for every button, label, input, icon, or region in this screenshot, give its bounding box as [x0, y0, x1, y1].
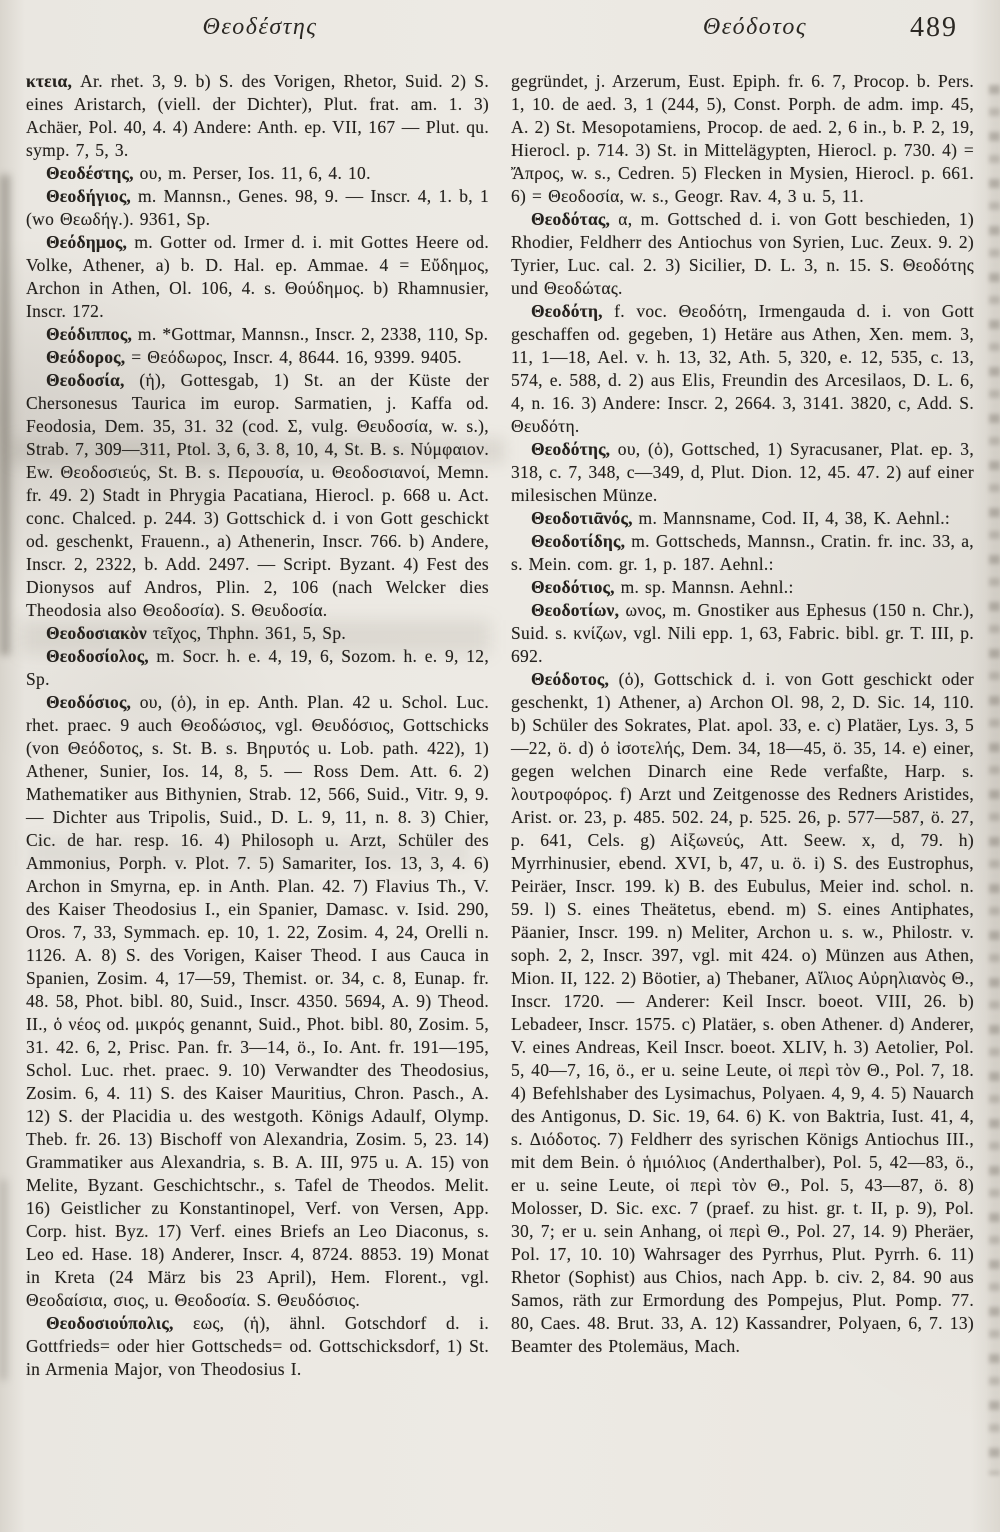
scan-smudge-left-edge-lower: [0, 1180, 7, 1380]
entry-text: (ἡ), Gottesgab, 1) St. an der Küste der Chersonesus Taurica im europ. Sarmatien, j. Kaffa od. Feodosia, Dem. 35, 31. 32 (cod. Σ, vulg. Θευδοσία, w. s.), Strab. 7, 309—311, Ptol. 3, 6, 3. 8, 10, 4, St. B. s. Νύμφαιον. Ew. Θεοδοσιεύς, St. B. s. Περουσία, u. Θεοδοσιανοί, Memn. fr. 49. 2) Stadt in Phrygia Pacatiana, Hierocl. p. 668 u. Act. conc. Chalced. p. 244. 3) Gottschick d. i von Gott geschickt od. geschenkt, Frauenn., a) Athenerin, Inscr. 766. b) Andere, Inscr. 2, 2322, b. Add. 2497. — Script. Byzant. 4) Fest des Dionysos auf Andros, Plin. 2, 106 (nach Welcker dies Theodosia also Θεοδοσία). S. Θευδοσία.: [26, 370, 489, 620]
entry-text: = Θεόδωρος, Inscr. 4, 8644. 16, 9399. 9405.: [131, 347, 462, 367]
entry-headword: κτεια,: [26, 71, 73, 91]
scan-bleedthrough-right-edge: [989, 85, 1000, 1475]
dictionary-entry: [26, 691, 489, 1312]
entry-text: m. sp. Mannsn. Aehnl.:: [620, 577, 794, 597]
running-head-left-keyword: Θεοδέστης: [202, 14, 318, 40]
entry-headword: Θεοδοσιούπολις,: [46, 1313, 174, 1333]
dictionary-entry: [26, 645, 489, 691]
page-body: [26, 70, 974, 1381]
entry-text: m. *Gottmar, Mannsn., Inscr. 2, 2338, 110, Sp.: [137, 324, 489, 344]
dictionary-entry: [511, 438, 974, 507]
entry-text: m. Mannsname, Cod. II, 4, 38, K. Aehnl.:: [638, 508, 951, 528]
entry-headword: Θεοδοσίολος,: [46, 646, 149, 666]
dictionary-entry: [26, 162, 489, 185]
entry-headword: Θεόδορος,: [46, 347, 126, 367]
dictionary-entry: [26, 323, 489, 346]
entry-text: ου, (ὁ), Gottsched, 1) Syracusaner, Plat. ep. 3, 318, c. 7, 348, c—349, d, Plut. Dion. 12, 45. 47. 2) auf einer milesischen Münze.: [511, 439, 975, 505]
entry-text: m. Gotter od. Irmer d. i. mit Gottes Heere od. Volke, Athener, a) b. D. Hal. ep. Ammae. 4 = Εὔδημος, Archon in Athen, Ol. 106, 4. s. Θούδημος. b) Rhamnusier, Inscr. 172.: [26, 232, 489, 321]
dictionary-entry: [26, 185, 489, 231]
entry-headword: Θεοδότη,: [531, 301, 603, 321]
entry-headword: Θεόδοτος,: [531, 669, 610, 689]
entry-headword: Θεόδιππος,: [46, 324, 133, 344]
entry-headword: Θεοδότιος,: [531, 577, 615, 597]
dictionary-entry: [26, 622, 489, 645]
dictionary-entry: [511, 507, 974, 530]
entry-headword: Θεοδήγιος,: [46, 186, 131, 206]
entry-text: ου, (ὁ), in ep. Anth. Plan. 42 u. Schol. Luc. rhet. praec. 9 auch Θεοδώσιος, vgl. Θευδόσιος, Gottschicks (von Θεόδοτος, s. St. B. s. Βηρυτός u. Lob. path. 422), 1) Athener, Sunier, Ios. 14, 8, 5. — Ross Dem. Att. 6. 2) Mathematiker aus Bithynien, Strab. 12, 566, Suid., Vitr. 9, 9. — Dichter aus Tripolis, Suid., D. L. 9, 11, n. 8. 3) Chier, Cic. de har. resp. 16. 4) Philosoph u. Arzt, Schüler des Ammonius, Porph. v. Plot. 7. 5) Samariter, Ios. 13, 3, 4. 6) Archon in Smyrna, ep. in Anth. Plan. 42. 7) Flavius Th., V. des Kaiser Theodosius I., ein Spanier, Damasc. v. Isid. 290, Oros. 7, 33, Symmach. ep. 10, 1. 22, Zosim. 4, 24, Orelli n. 1126. A. 8) S. des Vorigen, Kaiser Theod. I aus Cauca in Spanien, Zosim. 4, 17—59, Themist. or. 34, c. 8, Eunap. fr. 48. 58, Phot. bibl. 80, Suid., Inscr. 4350. 5694, A. 9) Theod. II., ὁ νέος od. μικρός genannt, Suid., Phot. bibl. 80, Zosim. 5, 31. 42. 6, 2, Prisc. Pan. fr. 3—14, ö., Io. Ant. fr. 191—195, Schol. Luc. rhet. praec. 9. 10) Verwandter des Theodosius, Zosim. 6, 4. 11) S. des Kaiser Mauritius, Chron. Pasch., A. 12) S. der Placidia u. des westgoth. Königs Adaulf, Olymp. Theb. fr. 26. 13) Bischoff von Alexandria, Zosim. 5, 23. 14) Grammatiker aus Alexandria, s. B. A. III, 975 u. A. 15) von Melite, Byzant. Geschichtschr., s. Tafel de Theodos. Melit. 16) Geistlicher zu Konstantinopel, Verf. von Versen, App. Corp. hist. Byz. 17) Verf. eines Briefs an Leo Diaconus, s. Leo ed. Hase. 18) Anderer, Inscr. 4, 8724. 8853. 19) Monat in Kreta (24 März bis 23 April), Hem. Florent., vgl. Θεοδαίσια, σιος, u. Θεοδοσία. S. Θευδόσιος.: [26, 692, 490, 1310]
entry-text: f. voc. Θεοδότη, Irmengauda d. i. von Gott geschaffen od. gegeben, 1) Hetäre aus Athen, Xen. mem. 3, 11, 1—18, Ael. v. h. 13, 32, Ath. 5, 320, e. 12, 535, c. 13, 574, e. 588, d. 2) aus Elis, Freundin des Arcesilaos, D. L. 6, 4, n. 16. 3) Andere: Inscr. 2, 2664. 3, 3141. 3820, c, Add. S. Θευδότη.: [511, 301, 975, 436]
dictionary-entry: [511, 668, 974, 1358]
dictionary-entry: [26, 70, 489, 162]
entry-text: εως, (ἡ), ähnl. Gotschdorf d. i. Gottfrieds= oder hier Gottscheds= od. Gottschicksdorf, 1) St. in Armenia Major, von Theodosius I.: [26, 1313, 490, 1379]
running-head-right-keyword: Θεόδοτος: [702, 14, 808, 40]
entry-text: ου, m. Perser, Ios. 11, 6, 4. 10.: [139, 163, 371, 183]
entry-headword: Θεοδοσία,: [46, 370, 125, 390]
dictionary-entry: [511, 208, 974, 300]
entry-text: (ὁ), Gottschick d. i. von Gott geschickt oder geschenkt, 1) Athener, a) Archon Ol. 98, 2, D. Sic. 14, 110. b) Schüler des Sokrates, Plat. apol. 33, e. c) Platäer, Lys. 3, 5—22, ö. d) ὁ ἰσοτελής, Dem. 34, 18—45, ö. 35, 14. e) einer, gegen welchen Dinarch eine Rede verfaßte, Harp. s. λουτροφόρος. f) Arzt und Zeitgenosse des Redners Aristides, Arist. or. 23, p. 485. 502. 24, p. 525. 26, p. 577—587, ö. 27, p. 641, Cels. g) Αἰξωνεύς, Att. Seew. x, d, 79. h) Myrrhinusier, ebend. XVI, b, 47, u. ö. i) S. des Eustrophus, Peiräer, Inscr. 199. k) B. des Eubulus, Meier ind. schol. n. 59. l) S. eines Theätetus, ebend. m) S. eines Antiphates, Päanier, Inscr. 199. n) Meliter, Archon u. s. w., Philostr. v. soph. 2, 2, Inscr. 397, vgl. mit 424. o) Münzen aus Athen, Mion. II, 122. 2) Böotier, a) Thebaner, Αἴλιος Αὐρηλιανὸς Θ., Inscr. 1720. — Anderer: Keil Inscr. boeot. VIII, 26. b) Lebadeer, Inscr. 1575. c) Platäer, s. oben Athener. d) Anderer, V. eines Andreas, Keil Inscr. boeot. XLIV, h. 3) Aetolier, Pol. 5, 40—7, 16, ö., er u. seine Leute, οἱ περὶ τὸν Θ., Pol. 7, 18. 4) Befehlshaber des Lysimachus, Polyaen. 4, 9, 4. 5) Nauarch des Antigonus, D. Sic. 19, 64. 6) K. von Baktria, Iust. 41, 4, s. Διόδοτος. 7) Feldherr des syrischen Königs Antiochus III., mit dem Bein. ὁ ἡμιόλιος (Anderthalber), Pol. 5, 42—83, ö., er u. seine Leute, οἱ περὶ τὸν Θ., Pol. 5, 43—87, ö. 8) Molosser, D. Sic. exc. 7 (praef. zu hist. gr. t. II, p. 9), Pol. 30, 7; er u. sein Anhang, οἱ περὶ Θ., Pol. 27, 14. 9) Pheräer, Pol. 17, 10. 10) Wahrsager des Pyrrhus, Plut. Pyrrh. 6. 11) Rhetor (Sophist) aus Chios, nach App. b. civ. 2, 84. 90 aus Samos, räth zur Ermordung des Pompejus, Plut. Pomp. 77. 80, Caes. 48. Brut. 33, A. 12) Kassandrer, Polyaen, 6, 7. 13) Beamter des Ptolemäus, Mach.: [511, 669, 975, 1356]
entry-text: m. Mannsn., Genes. 98, 9. — Inscr. 4, 1. b, 1 (wo Θεωδήγ.). 9361, Sp.: [26, 186, 490, 229]
entry-headword: Θεόδημος,: [46, 232, 128, 252]
dictionary-entry: [26, 231, 489, 323]
scan-smudge-left-edge: [0, 175, 10, 655]
running-head: [0, 14, 1000, 58]
page-number: 489: [910, 12, 958, 43]
entry-headword: Θεοδόσιος,: [46, 692, 132, 712]
entry-headword: Θεοδοσιακὸν: [46, 623, 147, 643]
entry-text: gegründet, j. Arzerum, Eust. Epiph. fr. 6. 7, Procop. b. Pers. 1, 10. de aed. 3, 1 (244, 5), Const. Porph. de adm. imp. 45, A. 2) St. Mesopotamiens, Procop. de aed. 2, 6 in., b. P. 2, 19, Hierocl. p. 714. 3) St. in Mittelägypten, Hierocl. p. 730. 4) = Ἄπρος, w. s., Cedren. 5) Flecken in Mysien, Hierocl. p. 661. 6) = Θεοδοσία, w. s., Geogr. Rav. 4, 3 u. 5, 11.: [511, 71, 974, 206]
entry-headword: Θεοδέστης,: [46, 163, 134, 183]
entry-headword: Θεοδοτίδης,: [531, 531, 626, 551]
dictionary-entry: [511, 576, 974, 599]
entry-headword: Θεοδοτιᾱνός,: [531, 508, 633, 528]
dictionary-entry: [511, 530, 974, 576]
entry-text: m. Socr. h. e. 4, 19, 6, Sozom. h. e. 9, 12, Sp.: [26, 646, 489, 689]
entry-continuation: [511, 70, 974, 208]
entry-headword: Θεοδοτίων,: [531, 600, 620, 620]
entry-text: τεῖχος, Thphn. 361, 5, Sp.: [152, 623, 347, 643]
dictionary-entry: [511, 599, 974, 668]
entry-headword: Θεοδότης,: [531, 439, 611, 459]
right-column: [511, 70, 974, 1381]
dictionary-entry: [26, 369, 489, 622]
dictionary-entry: [26, 346, 489, 369]
entry-text: ωνος, m. Gnostiker aus Ephesus (150 n. Chr.), Suid. s. κνίζων, vgl. Nili epp. 1, 63, Fabric. bibl. gr. T. III, p. 692.: [511, 600, 974, 666]
entry-headword: Θεοδότας,: [531, 209, 611, 229]
left-column: [26, 70, 489, 1381]
entry-text: m. Gottscheds, Mannsn., Cratin. fr. inc. 33, a, s. Mein. com. gr. 1, p. 187. Aehnl.:: [511, 531, 974, 574]
entry-text: Ar. rhet. 3, 9. b) S. des Vorigen, Rhetor, Suid. 2) S. eines Aristarch, (viell. der Dichter), Plut. frat. am. 1. 3) Achäer, Pol. 40, 4. 4) Andere: Anth. ep. VII, 167 — Plut. qu. symp. 7, 5, 3.: [26, 71, 489, 160]
entry-text: α, m. Gottsched d. i. von Gott beschieden, 1) Rhodier, Feldherr des Antiochus von Syrien, Luc. Zeux. 9. 2) Tyrier, Luc. cal. 2. 3) Sicilier, D. L. 3, n. 15. S. Θεοδότης und Θεοδώτας.: [511, 209, 974, 298]
dictionary-entry: [511, 300, 974, 438]
dictionary-entry: [26, 1312, 489, 1381]
